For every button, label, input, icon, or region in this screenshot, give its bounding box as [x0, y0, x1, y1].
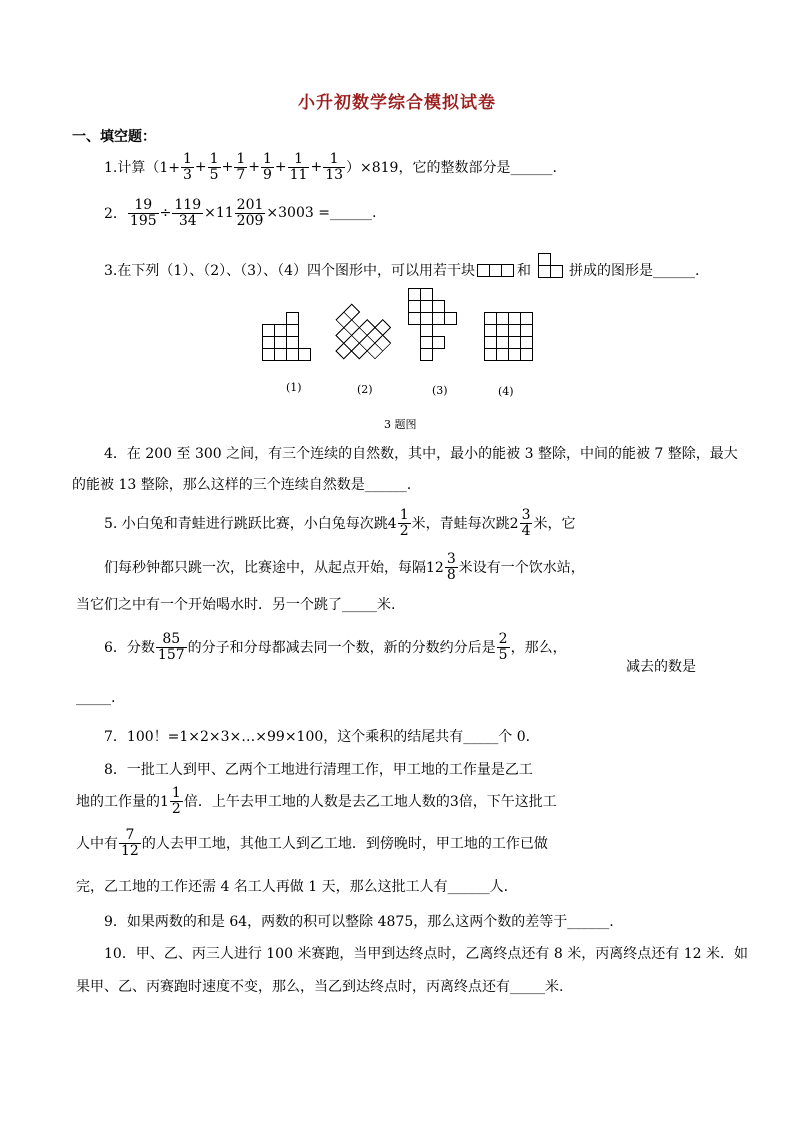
figure-1 [263, 313, 311, 361]
q8-fraction-1: $\frac{1}{2}$ [171, 785, 181, 817]
q2-number: 2． [104, 206, 127, 223]
q6-text-a: 6．分数 [104, 640, 155, 657]
q2-fraction-1: $\frac{19}{195}$ [129, 197, 157, 229]
q6-text-b: 的分子和分母都减去同一个数，新的分数约分后是 [187, 640, 496, 657]
q1-fraction-4: $\frac{1}{9}$ [262, 151, 272, 183]
q5-text-c: 米，它 [533, 516, 576, 533]
q8-fraction-2: $\frac{7}{12}$ [121, 827, 139, 859]
figure-2 [321, 297, 399, 375]
q8-line-3b: 的人去甲工地，其他工人到乙工地．到傍晚时，甲工地的工作已做 [141, 836, 548, 853]
q1-plus: + [310, 159, 323, 176]
q5-fraction-2: $\frac{3}{4}$ [521, 507, 531, 539]
figure-4 [485, 313, 533, 361]
question-9: 9．如果两数的和是 64，两数的积可以整除 4875，那么这两个数的差等于______. [104, 914, 614, 930]
q10-line-1: 10．甲、乙、丙三人进行 100 米赛跑，当甲到达终点时，乙离终点还有 8 米，丙离终点还有 12 米．如 [104, 946, 748, 962]
figure-caption: 3 题图 [384, 418, 417, 431]
q5-line-1 [104, 508, 575, 538]
q1-plus: + [274, 159, 287, 176]
q8-line-1: 8．一批工人到甲、乙两个工地进行清理工作，甲工地的工作量是乙工 [104, 762, 533, 778]
q1-plus: + [221, 159, 234, 176]
q5-text-b: 米，青蛙每次跳2 [411, 516, 519, 533]
figure-3 [409, 289, 457, 361]
q6-line-1 [104, 632, 567, 662]
section-heading: 一、填空题： [72, 129, 156, 145]
q5-fraction-3: $\frac{3}{8}$ [446, 551, 456, 583]
figure-2-label: (2) [357, 383, 373, 396]
q3-figures [258, 286, 538, 376]
q5-fraction-1: $\frac{1}{2}$ [399, 507, 409, 539]
q1-suffix: ）×819，它的整数部分是______. [346, 160, 557, 177]
q8-line-3a: 人中有 [76, 836, 118, 853]
q6-fraction-1: $\frac{85}{157}$ [157, 631, 185, 663]
q1-fraction-2: $\frac{1}{5}$ [209, 151, 219, 183]
q6-text-c: ，那么， [510, 640, 567, 657]
tromino-piece-icon [477, 262, 515, 278]
figure-3-label: (3) [432, 384, 448, 397]
q3-text-b: 拼成的图形是______. [569, 263, 700, 279]
q3-and: 和 [517, 263, 531, 279]
q3-text-a: 3.在下列（1）、（2）、（3）、（4）四个图形中，可以用若干块 [104, 263, 475, 279]
q1-prefix: 1.计算（1+ [104, 160, 180, 177]
q5-line-2b: 米设有一个饮水站， [458, 560, 585, 577]
q8-line-2b: 倍．上午去甲工地的人数是去乙工地人数的3倍，下午这批工 [183, 794, 557, 811]
question-1 [104, 152, 557, 182]
q2-fraction-2: $\frac{119}{34}$ [174, 197, 202, 229]
q1-plus: + [194, 159, 207, 176]
q2-times: ×11 [204, 205, 234, 222]
q5-line-2a: 们每秒钟都只跳一次，比赛途中，从起点开始，每隔12 [104, 560, 444, 577]
q2-suffix: ×3003 =______. [266, 205, 377, 222]
page-title: 小升初数学综合模拟试卷 [298, 93, 496, 113]
figure-1-label: (1) [286, 381, 302, 394]
q4-line-1: 4．在 200 至 300 之间，有三个连续的自然数，其中，最小的能被 3 整除，中间的能被 7 整除，最大 [104, 446, 738, 462]
q1-fraction-5: $\frac{1}{11}$ [289, 151, 308, 183]
q1-plus: + [248, 159, 260, 176]
question-2 [104, 198, 376, 228]
question-7: 7．100！=1×2×3×…×99×100，这个乘积的结尾共有_____个 0． [104, 729, 540, 745]
q1-fraction-1: $\frac{1}{3}$ [183, 151, 192, 183]
q6-fraction-2: $\frac{2}{5}$ [498, 631, 508, 663]
q2-divide: ÷ [159, 205, 172, 222]
l-piece-icon [537, 252, 565, 280]
q1-fraction-3: $\frac{1}{7}$ [236, 151, 246, 183]
question-3 [104, 256, 699, 284]
figure-4-label: (4) [498, 385, 514, 398]
q4-line-2: 的能被 13 整除，那么这样的三个连续自然数是______. [72, 477, 412, 493]
q8-line-2a: 地的工作量的1 [76, 794, 169, 811]
q1-fraction-6: $\frac{1}{13}$ [325, 151, 344, 183]
q8-line-4: 完，乙工地的工作还需 4 名工人再做 1 天，那么这批工人有______人. [76, 879, 509, 895]
q2-fraction-3: $\frac{201}{209}$ [236, 197, 264, 229]
q8-line-3 [76, 828, 548, 858]
q8-line-2 [76, 786, 557, 816]
q10-line-2: 果甲、乙、丙赛跑时速度不变，那么，当乙到达终点时，丙离终点还有_____米. [76, 979, 564, 995]
q5-text-a: 5. 小白兔和青蛙进行跳跃比赛，小白兔每次跳4 [104, 516, 397, 533]
q5-line-3: 当它们之中有一个开始喝水时．另一个跳了_____米. [76, 597, 396, 613]
q6-text-d: 减去的数是 [626, 659, 696, 675]
q5-line-2 [104, 552, 585, 582]
q6-blank: _____. [76, 690, 116, 706]
